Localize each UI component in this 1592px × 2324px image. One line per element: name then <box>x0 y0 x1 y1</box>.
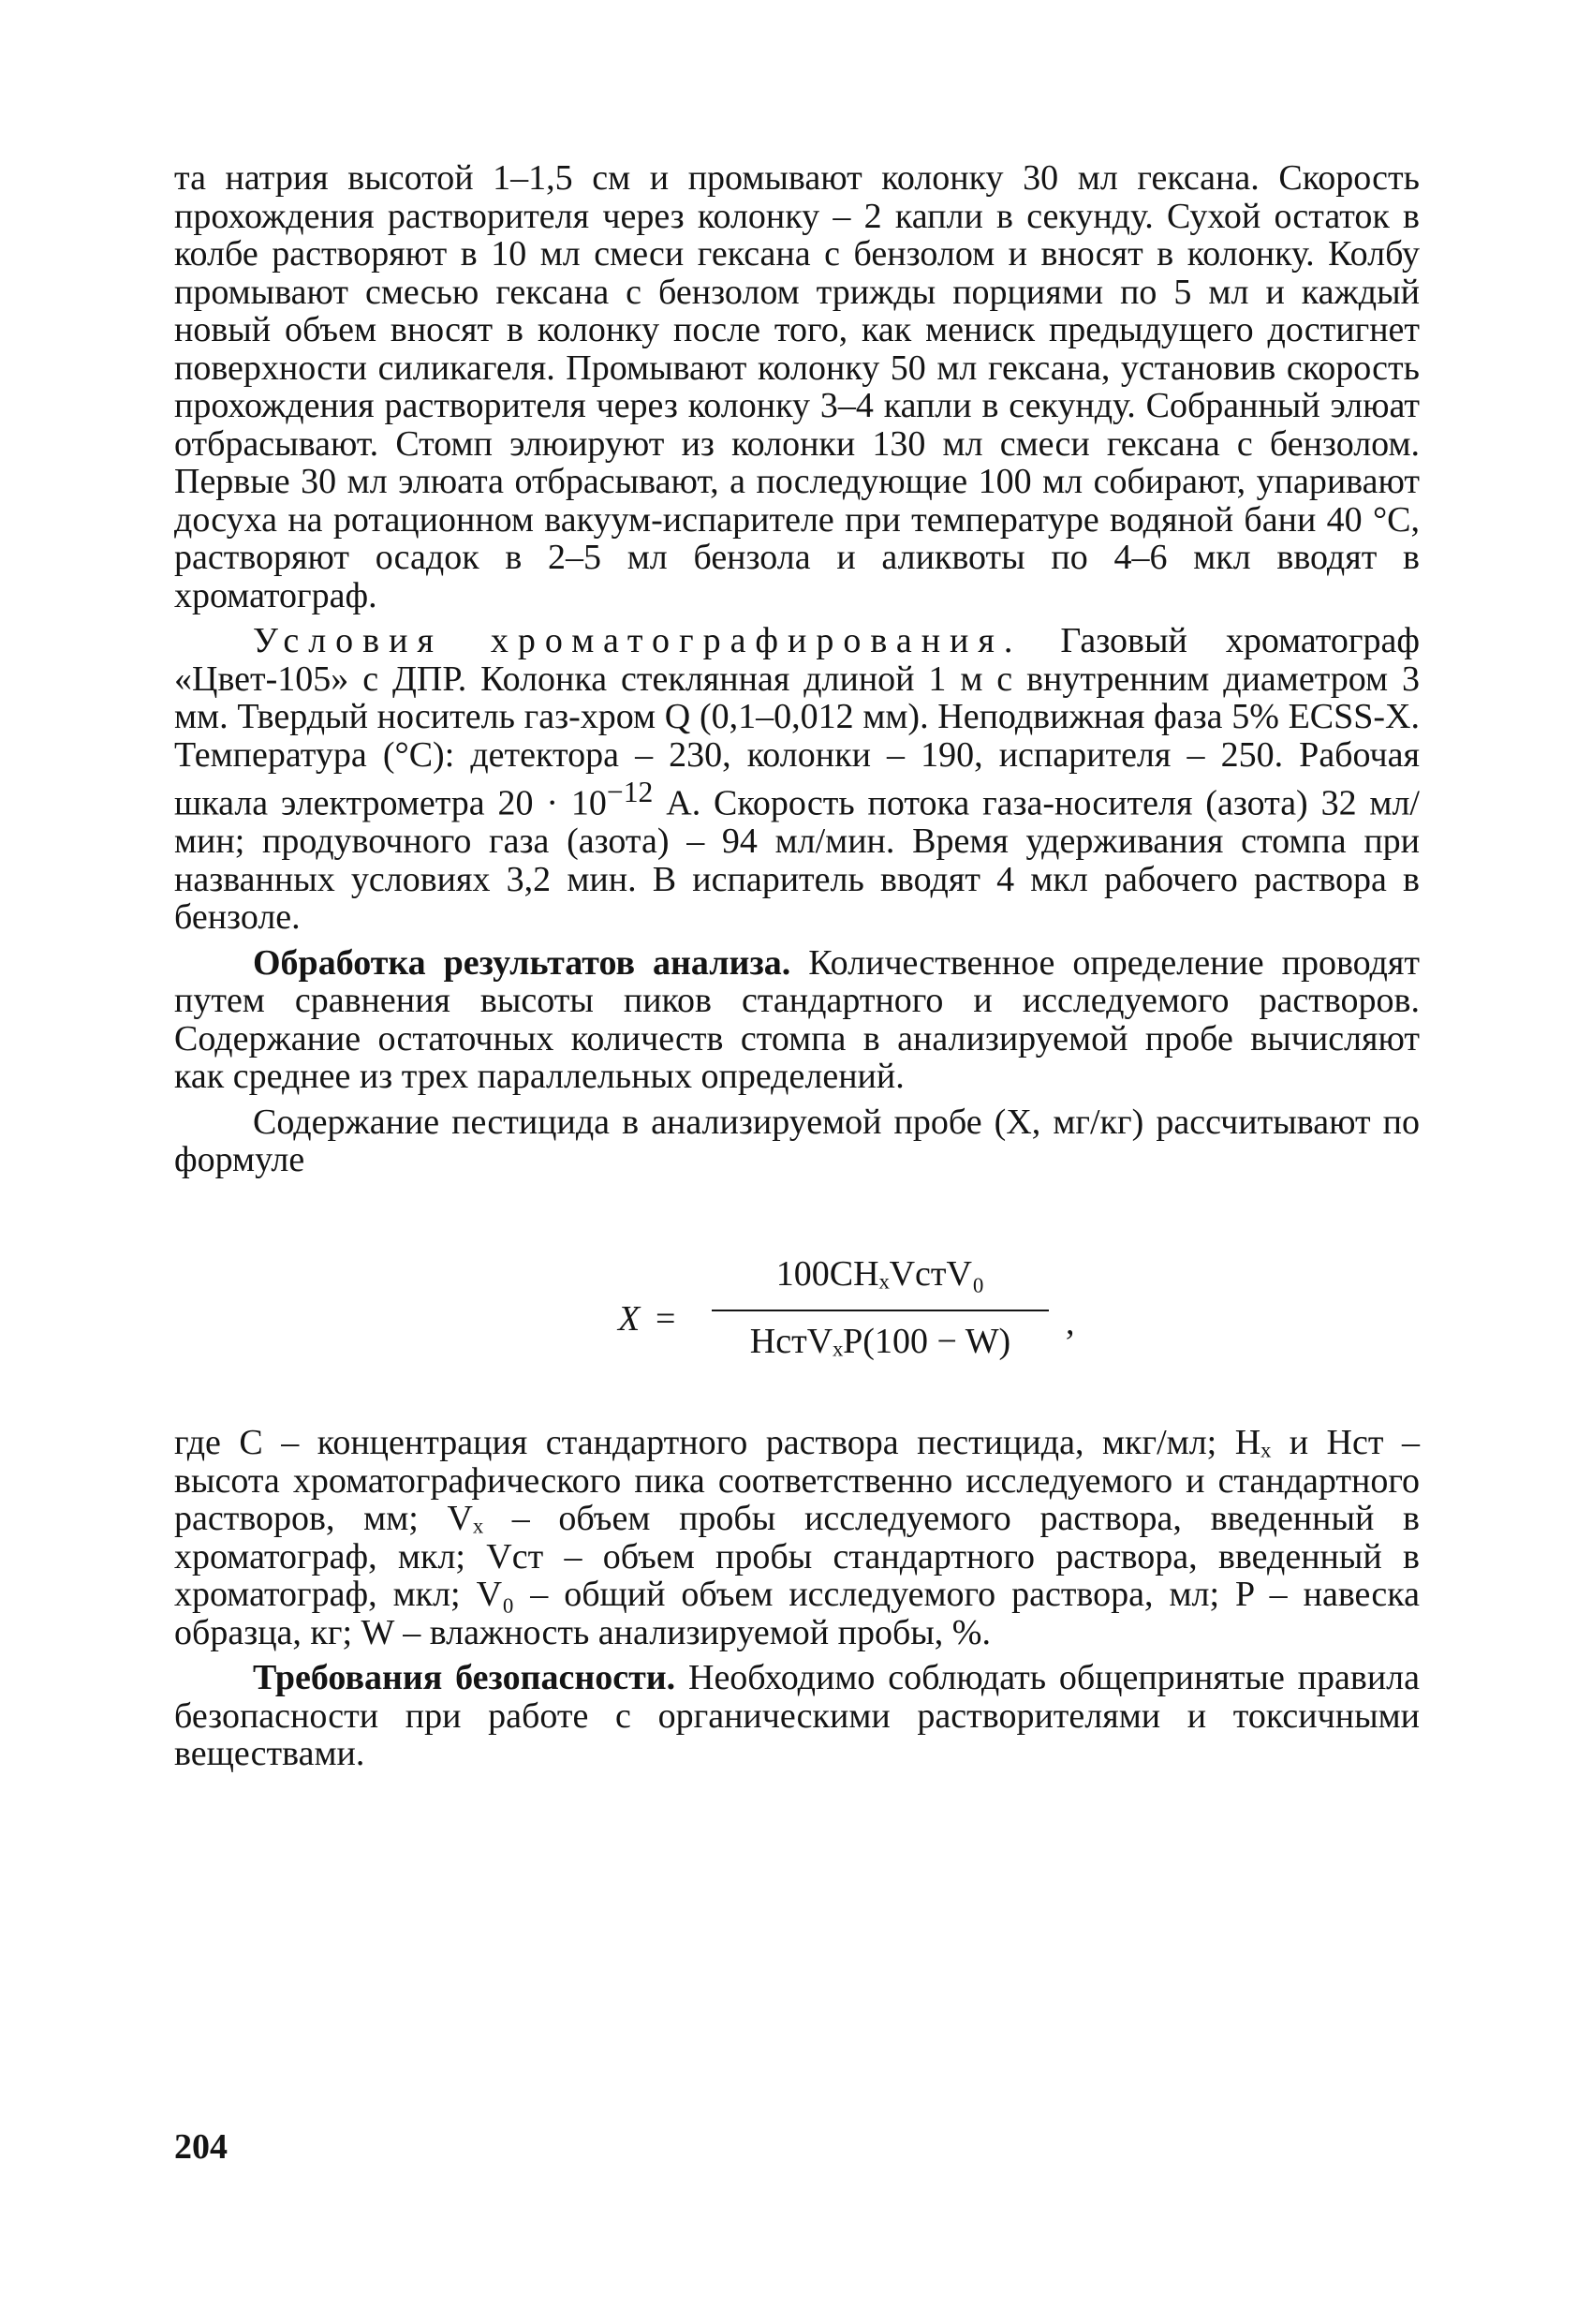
paragraph-procedure: та натрия высотой 1–1,5 см и промывают колонку 30 мл гексана. Скорость прохождения растворителя через колонку – 2 капли в секунду. Сухой остаток в колбе растворяют в 10 мл смеси гексана с бензолом и вносят в колонку. Колбу промывают смесью гексана с бензолом трижды порциями по 5 мл и каждый новый объем вносят в колонку после того, как мениск предыдущего достигнет поверхности силикагеля. Промывают колонку 50 мл гексана, установив скорость прохождения растворителя через колонку 3–4 капли в секунду. Собранный элюат отбрасывают. Стомп элюируют из колонки 130 мл смеси гексана с бензолом. Первые 30 мл элюата отбрасывают, а последующие 100 мл собирают, упаривают досуха на ротационном вакуум-испарителе при температуре водяной бани 40 °С, растворяют осадок в 2–5 мл бензола и аликвоты по 4–6 мкл вводят в хроматограф. <box>174 158 1420 615</box>
processing-heading: Обработка результатов анализа. <box>253 942 791 983</box>
safety-text: Необходимо соблюдать общепринятые правила безопасности при работе с органическими растворителями и токсичными веществами. <box>174 1658 1420 1773</box>
formula-denominator: HстVₓP(100 − W) <box>749 1322 1011 1361</box>
main-text <box>174 159 1420 1179</box>
conditions-heading: Условия хроматографирования. <box>253 621 1023 660</box>
conditions-exponent: −12 <box>606 776 654 808</box>
formula <box>618 1253 1180 1384</box>
paragraph-formula-intro: Содержание пестицида в анализируемой пробе (X, мг/кг) рассчитывают по формуле <box>174 1102 1420 1180</box>
formula-numerator: 100CHₓVстV₀ <box>775 1254 985 1294</box>
paragraph-processing <box>174 944 1420 1096</box>
formula-lhs: X <box>618 1299 641 1339</box>
processing-text: Количественное определение проводят путем сравнения высоты пиков стандартного и исследуемого растворов. Содержание остаточных количеств стомпа в анализируемой пробе вычисляют как среднее из трех параллельных определений. <box>174 942 1420 1097</box>
paragraph-legend: где C – концентрация стандартного раствора пестицида, мкг/мл; Hₓ и Hст – высота хроматографического пика соответственно исследуемого и стандартного растворов, мм; Vₓ – объем пробы исследуемого раствора, введенный в хроматограф, мкл; Vст – объем пробы стандартного раствора, введенный в хроматограф, мкл; V₀ – общий объем исследуемого раствора, мл; P – навеска образца, кг; W – влажность анализируемой пробы, %. <box>174 1423 1420 1652</box>
conditions-text-a: Газовый хроматограф «Цвет-105» с ДПР. Колонка стеклянная длиной 1 м с внутренним диаметром 3 мм. Твердый носитель газ-хром Q (0,1–0,012 мм). Неподвижная фаза 5% ECSS-X. Температура (°С): детектора – 230, колонки – 190, испарителя – 250. Рабочая шкала электрометра 20 · 10 <box>174 621 1420 823</box>
safety-heading: Требования безопасности. <box>253 1658 676 1697</box>
fraction-bar <box>712 1310 1049 1311</box>
formula-equals: = <box>656 1299 676 1339</box>
conditions-text-b: А. Скорость потока газа-носителя (азота) 32 мл/мин; продувочного газа (азота) – 94 мл/мин. Время удерживания стомпа при названных условиях 3,2 мин. В испаритель вводят 4 мкл рабочего раствора в бензоле. <box>174 783 1420 938</box>
formula-trailing-comma: , <box>1066 1303 1075 1342</box>
formula-fraction <box>712 1253 1049 1362</box>
page-number: 204 <box>174 2127 228 2167</box>
paragraph-safety <box>174 1659 1420 1773</box>
paragraph-conditions <box>174 622 1420 937</box>
legend-block <box>174 1424 1420 1773</box>
